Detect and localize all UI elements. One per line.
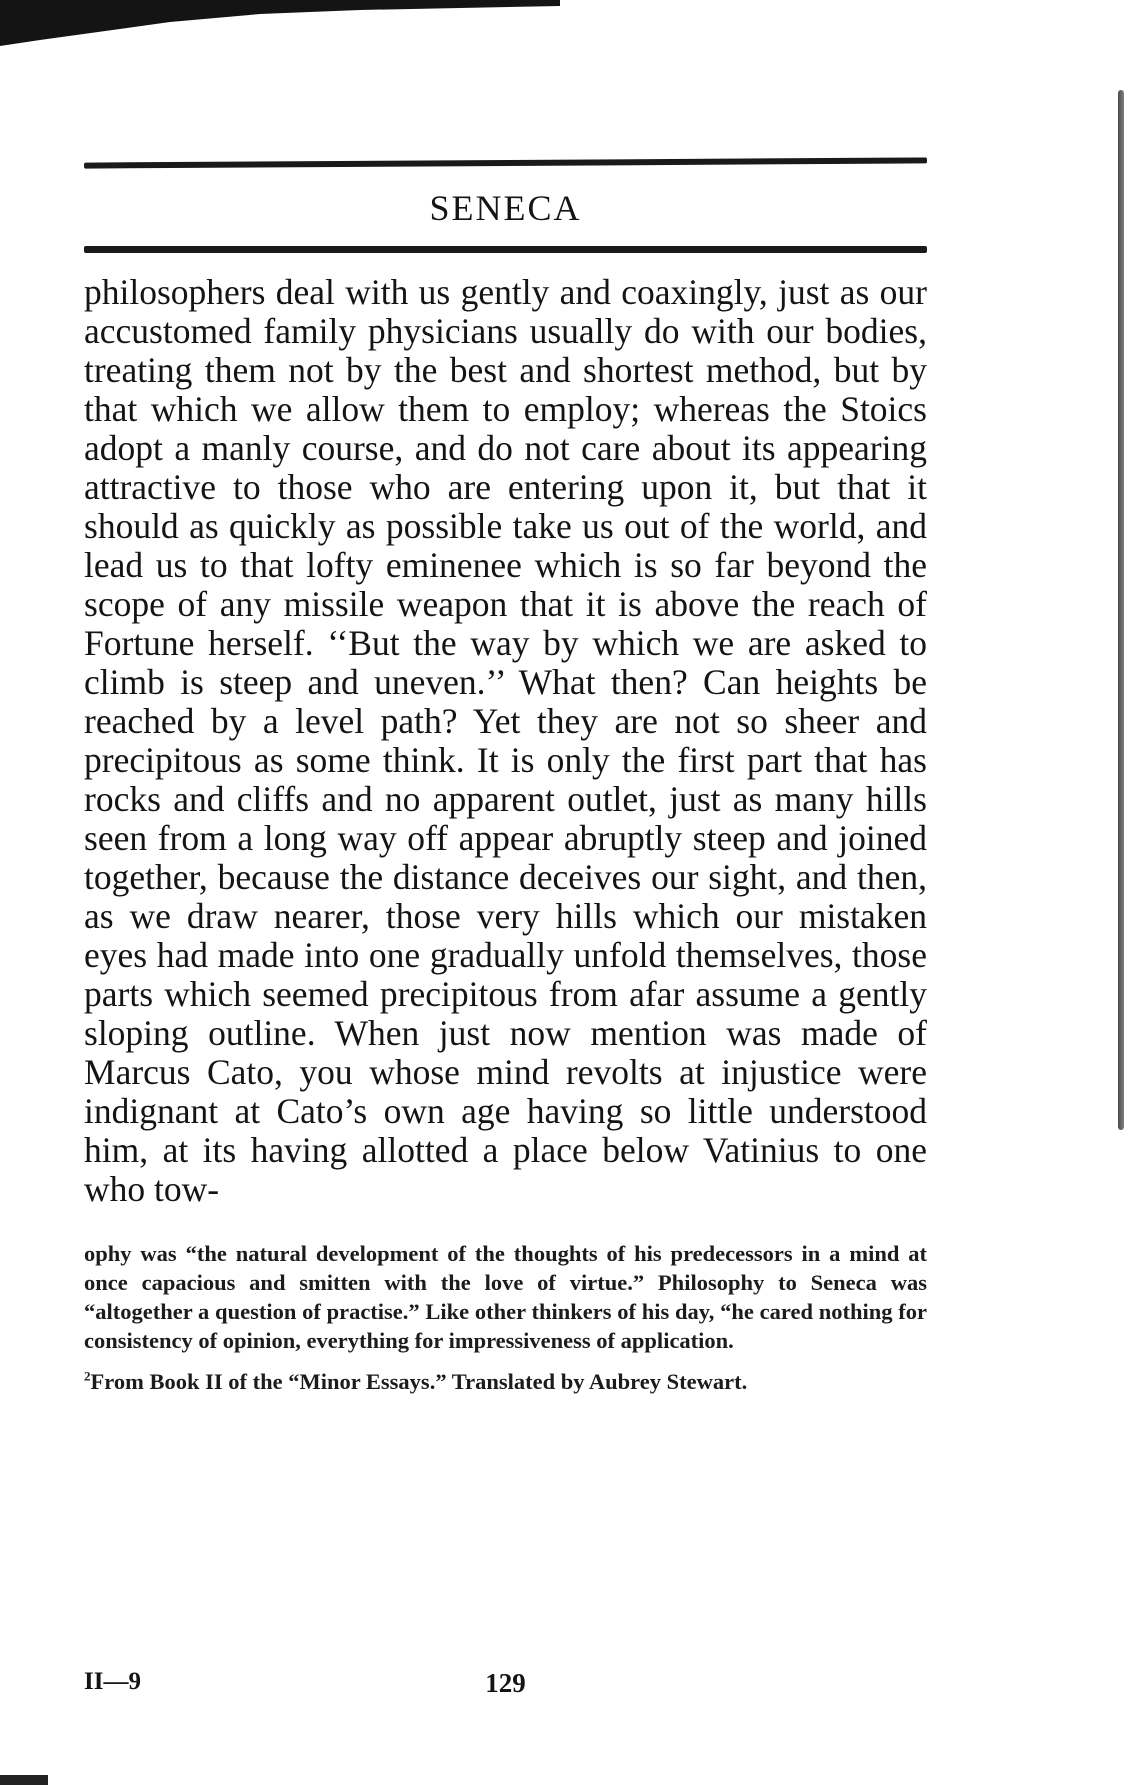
header-rule-bottom <box>84 246 927 253</box>
scan-edge-mark-bottom <box>0 1775 48 1785</box>
body-paragraph: philosophers deal with us gently and coaxingly, just as our accustomed family physicians usually do with our bodies, treating them not by the best and shortest method, but by that which we allow them to employ; whereas the Stoics adopt a manly course, and do not care about its appearing attractive to those who are entering upon it, but that it should as quickly as possible take us out of the world, and lead us to that lofty eminenee which is so far beyond the scope of any missile weapon that it is above the reach of Fortune herself. ‘‘But the way by which we are asked to climb is steep and uneven.’’ What then? Can heights be reached by a level path? Yet they are not so sheer and precipitous as some think. It is only the first part that has rocks and cliffs and no apparent outlet, just as many hills seen from a long way off appear abruptly steep and joined together, because the distance deceives our sight, and then, as we draw nearer, those very hills which our mistaken eyes had made into one gradually unfold themselves, those parts which seemed precipitous from afar assume a gently sloping outline. When just now mention was made of Marcus Cato, you whose mind revolts at injustice were indignant at Cato’s own age having so little understood him, at its having allotted a place below Vatinius to one who tow- <box>84 272 927 1209</box>
footnote-continuation: ophy was “the natural development of the thoughts of his predecessors in a mind at once capacious and smitten with the love of virtue.” Philosophy to Seneca was “altogether a question of practise.” Like other thinkers of his day, “he cared nothing for consistency of opinion, everything for impressiveness of application. <box>84 1241 927 1353</box>
scan-edge-mark-right <box>1118 90 1124 1130</box>
header-rule-top <box>84 157 927 168</box>
footnote-2 <box>84 1367 927 1396</box>
footnote-2-text: From Book II of the “Minor Essays.” Translated by Aubrey Stewart. <box>90 1369 748 1394</box>
book-page <box>84 160 927 1396</box>
page-number: 129 <box>485 1668 526 1698</box>
running-head: SENECA <box>429 188 582 228</box>
page-footer <box>84 1668 927 1708</box>
footnotes <box>84 1239 927 1396</box>
footnote-marker: 2 <box>84 1368 91 1384</box>
scan-edge-mark-top <box>0 0 560 46</box>
signature-mark: II—9 <box>84 1668 141 1695</box>
